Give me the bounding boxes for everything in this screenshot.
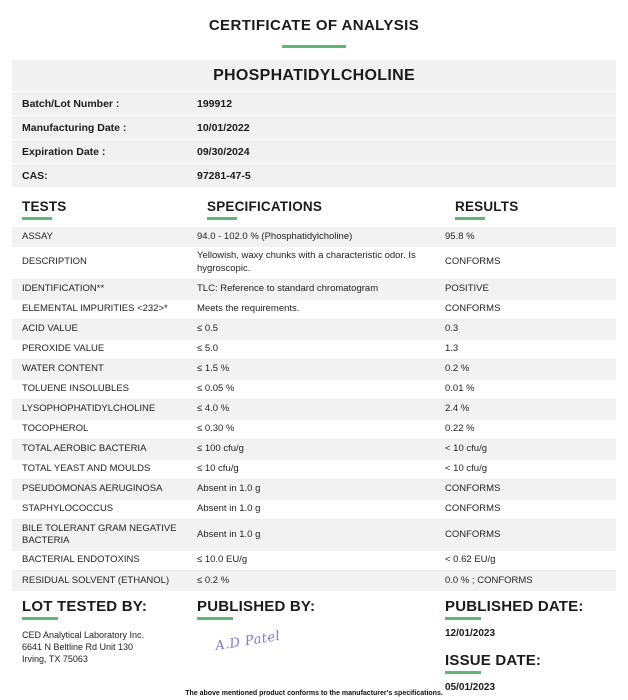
conformance-disclaimer: The above mentioned product conforms to the manufacturer's specifications. — [185, 690, 443, 697]
address-line: 6641 N Beltline Rd Unit 130 — [22, 642, 134, 653]
test-name-cell: ASSAY — [22, 230, 53, 242]
table-row — [12, 500, 616, 520]
specification-cell: ≤ 0.2 % — [197, 574, 230, 586]
title-accent-underline — [282, 45, 346, 48]
issue-date-heading: ISSUE DATE: — [445, 652, 542, 669]
result-cell: 0.0 % ; CONFORMS — [445, 574, 533, 586]
product-name: PHOSPHATIDYLCHOLINE — [12, 60, 616, 92]
test-name-cell: PEROXIDE VALUE — [22, 342, 105, 354]
specification-cell: Absent in 1.0 g — [197, 529, 261, 541]
result-cell: 2.4 % — [445, 403, 470, 415]
result-cell: < 0.62 EU/g — [445, 554, 496, 566]
table-row — [12, 460, 616, 480]
table-row — [12, 320, 616, 340]
result-cell: 95.8 % — [445, 230, 475, 242]
info-field-label: Manufacturing Date : — [22, 121, 127, 134]
test-name-cell: BILE TOLERANT GRAM NEGATIVE BACTERIA — [22, 522, 177, 547]
table-row — [12, 340, 616, 360]
info-field-label: CAS: — [22, 169, 48, 182]
info-field-value: 97281-47-5 — [197, 169, 251, 182]
specification-cell: Yellowish, waxy chunks with a characteristic odor. Is hygroscopic. — [197, 250, 416, 274]
product-info-rows — [12, 92, 616, 188]
specification-cell: ≤ 10 cfu/g — [197, 462, 239, 474]
specification-cell: TLC: Reference to standard chromatogram — [197, 283, 379, 295]
table-row — [12, 300, 616, 320]
table-row — [12, 280, 616, 300]
table-row — [12, 480, 616, 500]
result-cell: CONFORMS — [445, 502, 501, 514]
header-accent-underline — [22, 217, 52, 220]
issue-date-block — [445, 652, 616, 693]
footer-accent-underline — [445, 617, 481, 620]
column-header-specifications: SPECIFICATIONS — [207, 199, 323, 214]
footer-accent-underline — [445, 671, 481, 674]
test-name-cell: TOTAL YEAST AND MOULDS — [22, 462, 151, 474]
result-cell: CONFORMS — [445, 256, 501, 268]
published-by-block — [197, 598, 445, 693]
product-info-row — [12, 140, 616, 164]
specification-cell: ≤ 0.5 — [197, 323, 219, 335]
lot-tested-by-heading: LOT TESTED BY: — [22, 598, 148, 615]
test-name-cell: STAPHYLOCOCCUS — [22, 502, 114, 514]
issue-date-value: 05/01/2023 — [445, 682, 496, 693]
specification-cell: ≤ 10.0 EU/g — [197, 554, 248, 566]
specification-cell: ≤ 1.5 % — [197, 363, 230, 375]
result-cell: CONFORMS — [445, 302, 501, 314]
test-name-cell: TOLUENE INSOLUBLES — [22, 382, 130, 394]
column-header-tests: TESTS — [22, 199, 67, 214]
info-field-value: 10/01/2022 — [197, 121, 250, 134]
result-cell: 0.3 — [445, 323, 459, 335]
table-row — [12, 440, 616, 460]
specification-cell: 94.0 - 102.0 % (Phosphatidylcholine) — [197, 230, 353, 242]
header-accent-underline — [455, 217, 485, 220]
result-cell: POSITIVE — [445, 283, 489, 295]
published-date-value: 12/01/2023 — [445, 628, 496, 639]
laboratory-address — [22, 629, 197, 665]
table-row — [12, 571, 616, 591]
published-date-heading: PUBLISHED DATE: — [445, 598, 584, 615]
product-info-row — [12, 164, 616, 188]
results-table-body — [12, 227, 616, 591]
table-row — [12, 420, 616, 440]
info-field-value: 199912 — [197, 97, 233, 110]
published-by-heading: PUBLISHED BY: — [197, 598, 316, 615]
result-cell: 0.01 % — [445, 382, 475, 394]
published-date-block — [445, 598, 616, 639]
product-info-row — [12, 92, 616, 116]
test-name-cell: ACID VALUE — [22, 323, 78, 335]
specification-cell: Absent in 1.0 g — [197, 483, 261, 495]
specification-cell: ≤ 0.05 % — [197, 382, 235, 394]
result-cell: 0.22 % — [445, 422, 475, 434]
table-row — [12, 551, 616, 571]
table-row — [12, 247, 616, 280]
result-cell: CONFORMS — [445, 483, 501, 495]
test-name-cell: BACTERIAL ENDOTOXINS — [22, 554, 140, 566]
address-line: CED Analytical Laboratory Inc. — [22, 630, 145, 640]
results-table-header — [12, 199, 616, 220]
test-name-cell: LYSOPHOPHATIDYLCHOLINE — [22, 403, 156, 415]
test-name-cell: TOTAL AEROBIC BACTERIA — [22, 443, 147, 455]
handwritten-signature: A.D Patel — [214, 628, 282, 655]
document-title: CERTIFICATE OF ANALYSIS — [208, 17, 420, 34]
specification-cell: Absent in 1.0 g — [197, 502, 261, 514]
table-row — [12, 360, 616, 380]
column-header-results: RESULTS — [455, 199, 519, 214]
result-cell: CONFORMS — [445, 529, 501, 541]
table-row — [12, 380, 616, 400]
table-row — [12, 227, 616, 247]
product-info-section — [12, 60, 616, 188]
address-line: Irving, TX 75063 — [22, 654, 88, 665]
footer-section — [12, 598, 616, 693]
test-name-cell: PSEUDOMONAS AERUGINOSA — [22, 483, 163, 495]
result-cell: < 10 cfu/g — [445, 443, 487, 455]
footer-accent-underline — [197, 617, 233, 620]
table-row — [12, 400, 616, 420]
info-field-label: Batch/Lot Number : — [22, 97, 120, 110]
specification-cell: ≤ 4.0 % — [197, 403, 230, 415]
specification-cell: ≤ 0.30 % — [197, 422, 235, 434]
result-cell: < 10 cfu/g — [445, 462, 487, 474]
specification-cell: ≤ 100 cfu/g — [197, 443, 244, 455]
test-name-cell: DESCRIPTION — [22, 256, 87, 268]
table-row — [12, 520, 616, 552]
header-accent-underline — [207, 217, 237, 220]
info-field-value: 09/30/2024 — [197, 145, 250, 158]
specification-cell: ≤ 5.0 — [197, 342, 219, 354]
test-name-cell: RESIDUAL SOLVENT (ETHANOL) — [22, 574, 170, 586]
footer-accent-underline — [22, 617, 58, 620]
lot-tested-by-block — [12, 598, 197, 693]
result-cell: 0.2 % — [445, 363, 470, 375]
test-name-cell: IDENTIFICATION** — [22, 283, 105, 295]
dates-block — [445, 598, 616, 693]
test-name-cell: WATER CONTENT — [22, 363, 104, 375]
test-name-cell: ELEMENTAL IMPURITIES <232>* — [22, 302, 168, 314]
test-name-cell: TOCOPHEROL — [22, 422, 89, 434]
product-info-row — [12, 116, 616, 140]
result-cell: 1.3 — [445, 342, 459, 354]
specification-cell: Meets the requirements. — [197, 302, 300, 314]
info-field-label: Expiration Date : — [22, 145, 106, 158]
